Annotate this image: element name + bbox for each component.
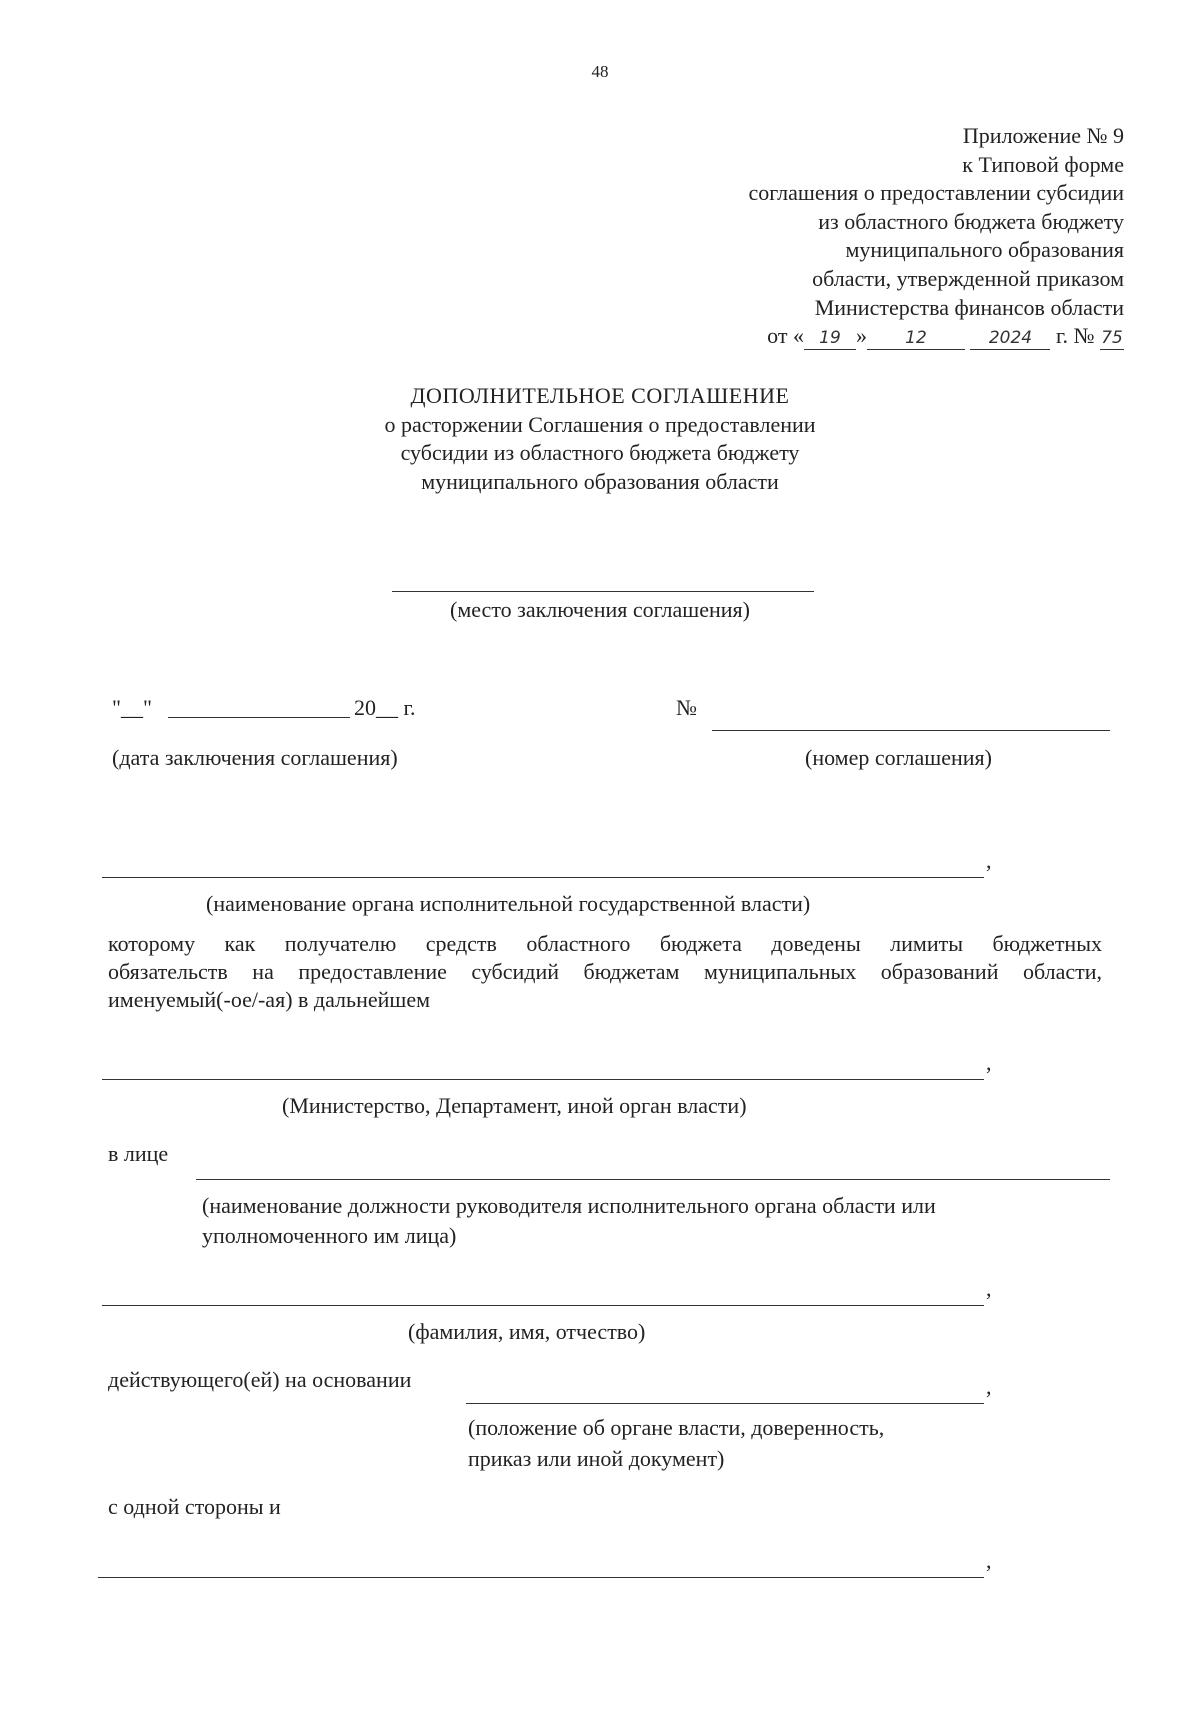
order-year-suffix: г. №	[1055, 323, 1095, 349]
order-year: 2024	[970, 327, 1050, 350]
order-day-close: »	[855, 323, 867, 349]
paragraph-line: обязательств на предоставление субсидий бюджетам муниципальных образований области,	[108, 959, 1102, 984]
place-field-line[interactable]	[392, 591, 814, 592]
order-number: 75	[1101, 328, 1123, 349]
appendix-line: соглашения о предоставлении субсидии	[748, 180, 1124, 206]
second-party-comma: ,	[986, 1548, 992, 1573]
appendix-line: муниципального образования	[845, 237, 1124, 263]
basis-caption-line: (положение об органе власти, доверенность,	[468, 1415, 885, 1440]
document-title	[0, 382, 1200, 496]
ministry-field-line[interactable]	[102, 1079, 984, 1080]
appendix-line: к Типовой форме	[962, 151, 1124, 177]
position-field-line[interactable]	[196, 1179, 1110, 1180]
organ-caption: (наименование органа исполнительной государственной власти)	[206, 891, 811, 916]
date-quote-blank: "__"	[112, 695, 152, 720]
organ-comma: ,	[986, 848, 992, 873]
appendix-order-date	[748, 322, 1124, 351]
date-caption: (дата заключения соглашения)	[112, 745, 398, 770]
appendix-line: из областного бюджета бюджету	[818, 208, 1124, 234]
fio-caption: (фамилия, имя, отчество)	[408, 1319, 646, 1344]
number-field-line[interactable]	[712, 730, 1110, 731]
organ-field-line[interactable]	[102, 877, 984, 878]
second-party-field-line[interactable]	[98, 1577, 984, 1578]
order-month: 12	[867, 327, 965, 350]
basis-field-line[interactable]	[466, 1403, 984, 1404]
paragraph-line: которому как получателю средств областного бюджета доведены лимиты бюджетных	[108, 931, 1102, 956]
ministry-comma: ,	[986, 1050, 992, 1075]
basis-comma: ,	[986, 1374, 992, 1399]
ministry-caption: (Министерство, Департамент, иной орган власти)	[282, 1093, 747, 1118]
paragraph-line: именуемый(-ое/-ая) в дальнейшем	[108, 987, 431, 1012]
appendix-line: области, утвержденной приказом	[812, 265, 1124, 291]
page-number: 48	[591, 62, 609, 81]
date-field-line[interactable]	[168, 717, 350, 718]
recipient-paragraph	[108, 930, 1102, 1014]
title-subline: субсидии из областного бюджета бюджету	[400, 440, 800, 465]
title-subline: о расторжении Соглашения о предоставлении	[384, 411, 816, 437]
order-date-prefix: от «	[767, 323, 804, 349]
number-caption: (номер соглашения)	[805, 745, 992, 770]
place-caption: (место заключения соглашения)	[450, 597, 750, 622]
appendix-header	[748, 122, 1124, 351]
in-person-label: в лице	[108, 1141, 169, 1166]
basis-caption-line: приказ или иной документ)	[468, 1446, 725, 1471]
order-day: 19	[804, 327, 856, 350]
number-sign: №	[676, 695, 697, 720]
position-caption-line: уполномоченного им лица)	[202, 1223, 457, 1248]
appendix-line: Приложение № 9	[962, 123, 1124, 148]
title-subline: муниципального образования области	[421, 468, 779, 494]
title-main: ДОПОЛНИТЕЛЬНОЕ СОГЛАШЕНИЕ	[410, 383, 790, 408]
fio-field-line[interactable]	[102, 1305, 984, 1306]
appendix-line: Министерства финансов области	[814, 294, 1124, 320]
fio-comma: ,	[986, 1276, 992, 1301]
date-year-prefix: 20__ г.	[354, 695, 416, 720]
one-side-label: с одной стороны и	[108, 1494, 281, 1519]
acting-label: действующего(ей) на основании	[108, 1367, 412, 1392]
position-caption-line: (наименование должности руководителя исполнительного органа области или	[202, 1193, 936, 1218]
